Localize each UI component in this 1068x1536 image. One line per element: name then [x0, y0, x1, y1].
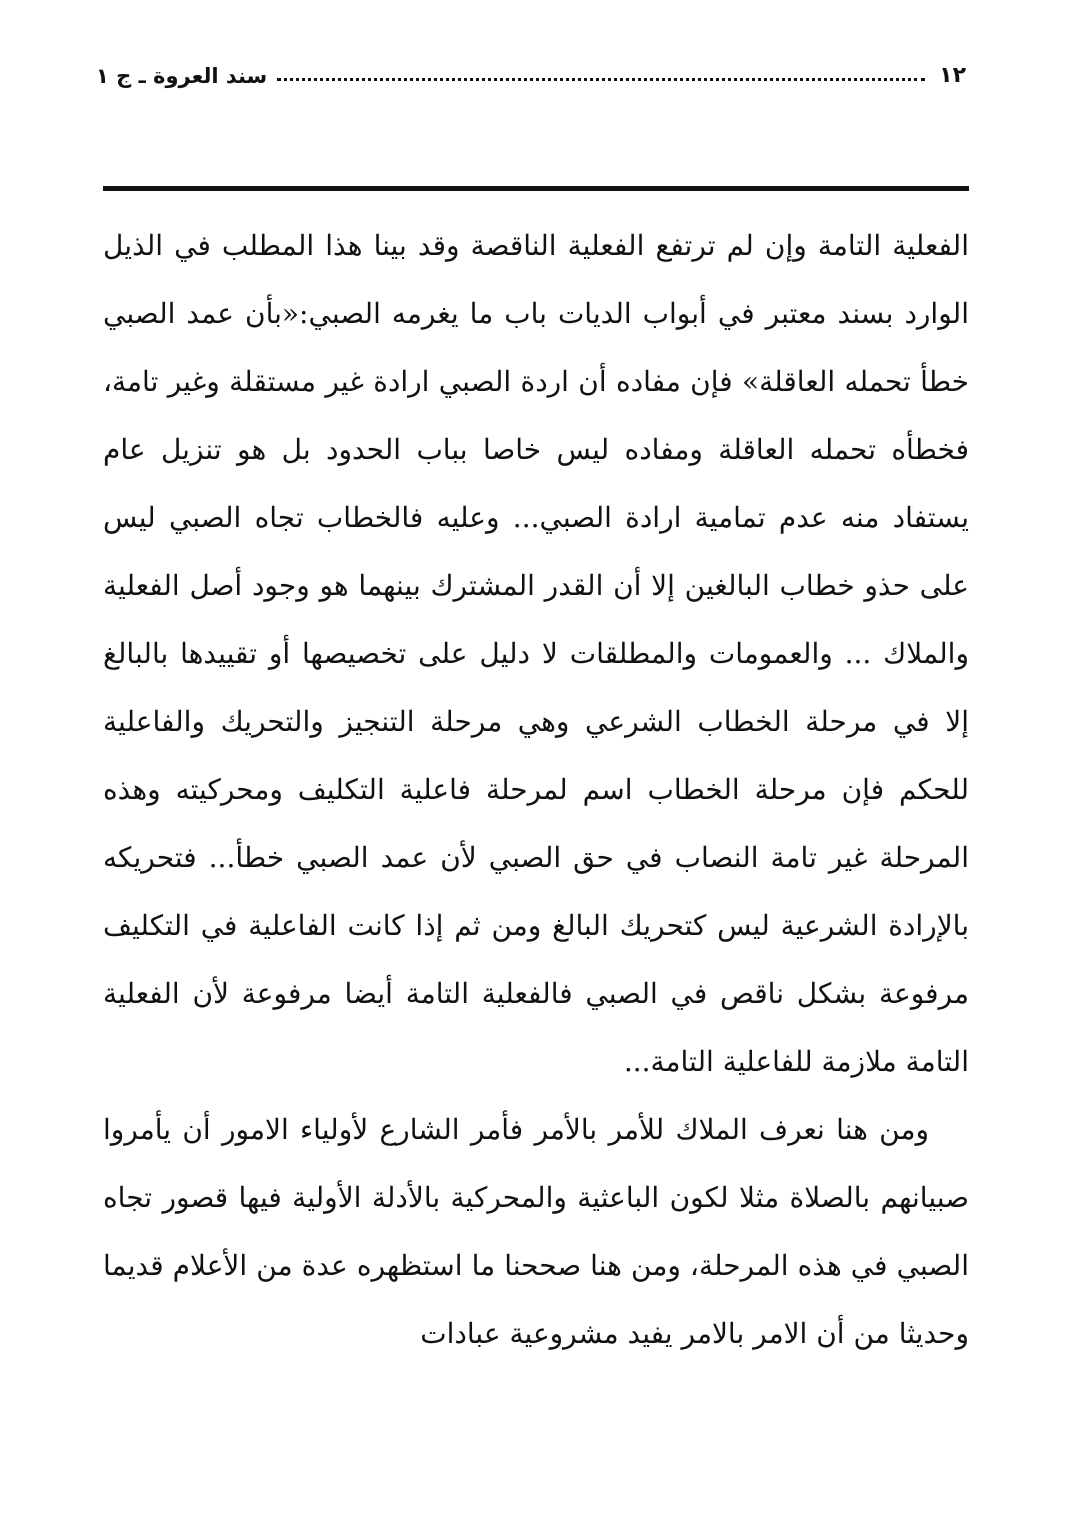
paragraph-1: الفعلية التامة وإن لم ترتفع الفعلية الناقصة وقد بينا هذا المطلب في الذيل الوارد بسند معتبر في أبواب الديات باب ما يغرمه الصبي:«بأن عمد الصبي خطأ تحمله العاقلة» فإن مفاده أن اردة الصبي ارادة غير مستقلة وغير تامة، فخطأه تحمله العاقلة ومفاده ليس خاصا بباب الحدود بل هو تنزيل عام يستفاد منه عدم تمامية ارادة الصبي... وعليه فالخطاب تجاه الصبي ليس على حذو خطاب البالغين إلا أن القدر المشترك بينهما هو وجود أصل الفعلية والملاك ... والعمومات والمطلقات لا دليل على تخصيصها أو تقييدها بالبالغ إلا في مرحلة الخطاب الشرعي وهي مرحلة التنجيز والتحريك والفاعلية للحكم فإن مرحلة الخطاب اسم لمرحلة فاعلية التكليف ومحركيته وهذه المرحلة غير تامة النصاب في حق الصبي لأن عمد الصبي خطأ... فتحريكه بالإرادة الشرعية ليس كتحريك البالغ ومن ثم إذا كانت الفاعلية في التكليف مرفوعة بشكل ناقص في الصبي فالفعلية التامة أيضا مرفوعة لأن الفعلية التامة ملازمة للفاعلية التامة...: [103, 229, 969, 1078]
page-number: ١٢: [939, 63, 966, 88]
paragraph-2: ومن هنا نعرف الملاك للأمر بالأمر فأمر الشارع لأولياء الامور أن يأمروا صبيانهم بالصلاة مثلا لكون الباعثية والمحركية بالأدلة الأولية فيها قصور تجاه الصبي في هذه المرحلة، ومن هنا صححنا ما استظهره عدة من الأعلام قديما وحديثا من أن الامر بالامر يفيد مشروعية عبادات: [103, 1113, 969, 1350]
header-dot-leader: [277, 78, 925, 81]
body-text: [103, 212, 969, 1368]
book-title: سند العروة ـ ج ١: [96, 64, 268, 88]
header-separator-rule: [103, 186, 969, 191]
running-header: [96, 48, 966, 88]
